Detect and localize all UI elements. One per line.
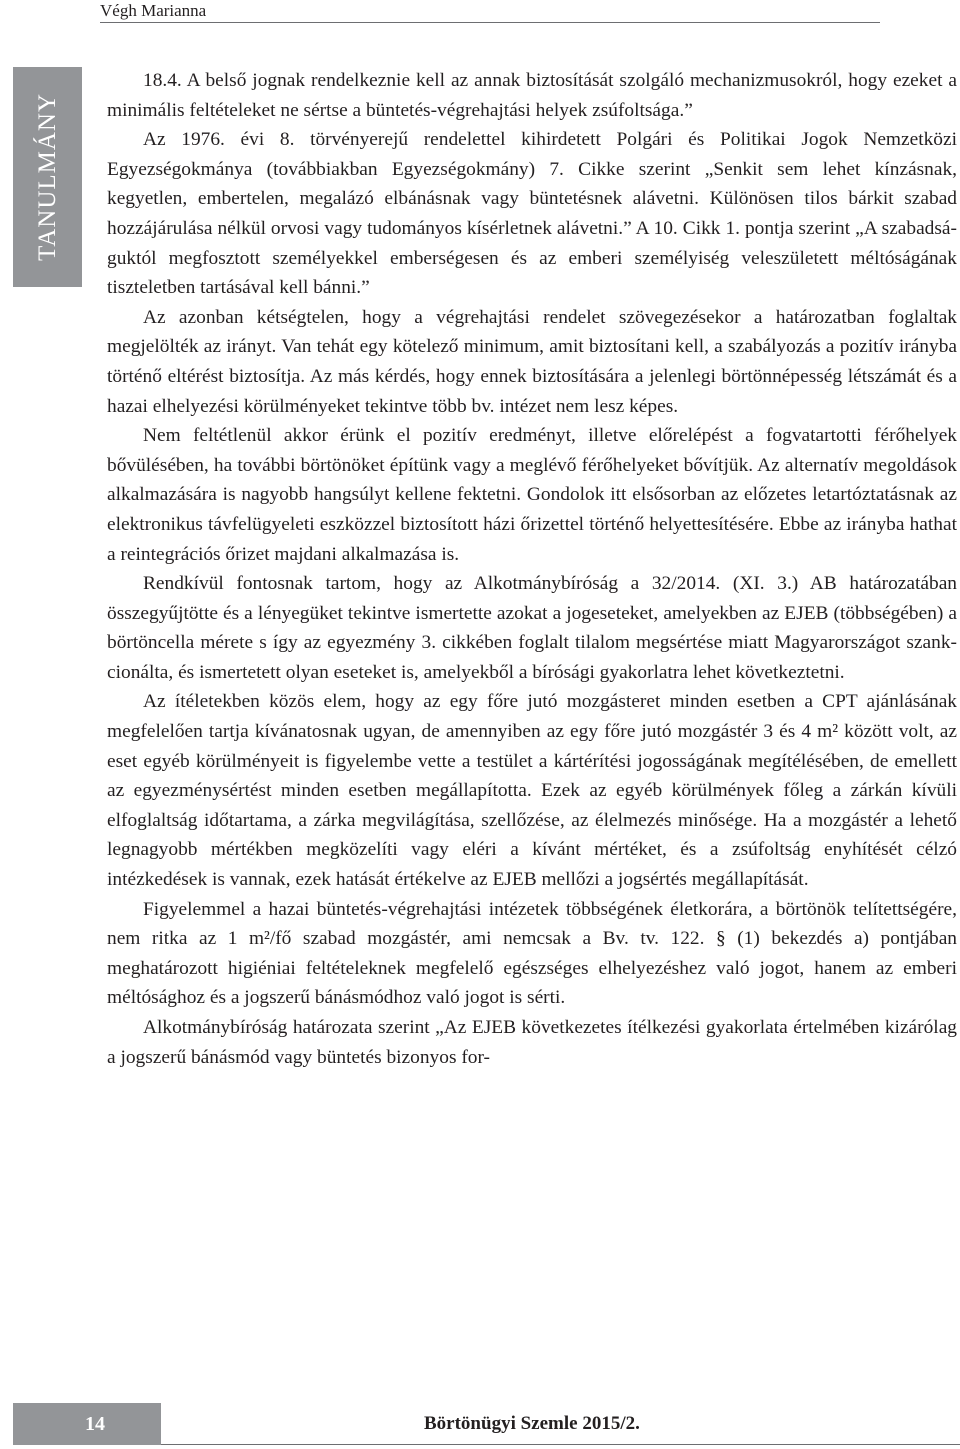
paragraph: Figyelemmel a hazai büntetés-végrehajtási intézetek többségének életkorára, a börtönök telítettségére, nem ritka az 1 m²/fő szabad mozgástér, ami nemcsak a Bv. tv. 122. § (1) bekezdés a) pontjában meghatározott higiéniai feltételeknek megfelelő egészséges elhelyezéshez való jogot, hanem az emberi méltósághoz és a jogszerű bánásmódhoz való jogot is sérti. [107,898,957,1009]
paragraph: Alkotmánybíróság határozata szerint „Az EJEB következetes ítélkezési gyakorlata értelmében kizárólag a jogszerű bánásmód vagy büntetés bizonyos for- [107,1017,957,1068]
paragraph: Az azonban kétségtelen, hogy a végrehajtási rendelet szövegezésekor a határozatban foglaltak megjelölték az irányt. Van tehát egy kötelező minimum, amit biztosítani kell, a szabályozás a pozitív irányba történő eltérést biztosítja. Az más kérdés, hogy ennek biztosítására a jelenlegi börtönnépesség létszámát és a hazai elhelyezési körülményeket tekintve több bv. intézet nem lesz képes. [107,306,957,417]
paragraph: Nem feltétlenül akkor érünk el pozitív eredményt, illetve előrelépést a fogvatartotti férőhelyek bővülésében, ha további börtönöket építünk vagy a meglévő férőhelyeket bővítjük. Az alternatív megoldások alkalmazására is nagyobb hangsúlyt kellene fektetni. Gondolok itt elsősorban az előzetes letartóztatásnak az elektronikus távfelügyeleti eszközzel biztosított házi őrizettel történő helyettesítésére. Ebbe az irányba hathat a reintegrációs őrizet majdani alkalmazása is. [107,425,957,565]
running-head-author: Végh Marianna [100,0,880,23]
article-body [107,66,957,1072]
section-tab-label: TANULMÁNY [33,92,61,262]
paragraph: Az 1976. évi 8. törvényerejű rendelettel kihirdetett Polgári és Politikai Jogok Nemzetközi Egyezségokmánya (továbbiakban Egyezségokmány) 7. Cikke szerint „Senkit sem lehet kínzásnak, kegyetlen, embertelen, megalázó elbánásnak vagy büntetésnek alávetni. Különösen tilos bárkit szabad hozzájárulása nélkül orvosi vagy tudományos kísérletnek alávetni.” A 10. Cikk 1. pontja szerint „A szabadságuktól megfosztott személyekkel emberségesen és az emberi személyiség veleszületett méltóságának tiszteletben tartásával kell bánni.” [107,129,957,299]
paragraph: 18.4. A belső jognak rendelkeznie kell az annak biztosítását szolgáló mechanizmusokról, hogy ezeket a minimális feltételeket ne sértse a büntetés-végrehajtási helyek zsúfoltsága.” [107,70,957,121]
page-number-box [13,1403,161,1445]
page-footer [0,1403,960,1449]
journal-name: Börtönügyi Szemle 2015/2. [424,1413,640,1434]
section-tab [13,67,82,287]
paragraph: Rendkívül fontosnak tartom, hogy az Alkotmánybíróság a 32/2014. (XI. 3.) AB határozatában összegyűjtötte és a lényegüket tekintve ismertette azokat a jogeseteket, amelyekben az EJEB (többségében) a börtöncella mérete s így az egyezmény 3. cikkében foglalt tilalom megsértése miatt Magyarországot szankcionálta, és ismertetett olyan eseteket is, amelyekből a bírósági gyakorlatra lehet következtetni. [107,573,957,683]
paragraph: Az ítéletekben közös elem, hogy az egy főre jutó mozgásteret minden esetben a CPT ajánlásának megfelelően tartja kívánatosnak ugyan, de amennyiben az egy főre jutó mozgástér 3 és 4 m² között volt, az eset egyéb körülményeit is figyelembe vette a testület a kártérítési jogosságának megítélésében, de emellett az egyezménysértést minden esetben megállapította. Ezek az egyéb körülmények főleg a zárkán kívüli elfoglaltság időtartama, a zárka megvilágítása, szellőzése, az élelmezés minősége. Ha a mozgástér a lehető legnagyobb mértékben megközelíti vagy eléri a kívánt mértéket, és a zsúfoltság enyhítését célzó intézkedések is vannak, ezek hatását értékelve az EJEB mellőzi a jogsértés megállapítását. [107,691,957,891]
page-number: 14 [85,1413,105,1435]
footer-rule [161,1444,960,1445]
